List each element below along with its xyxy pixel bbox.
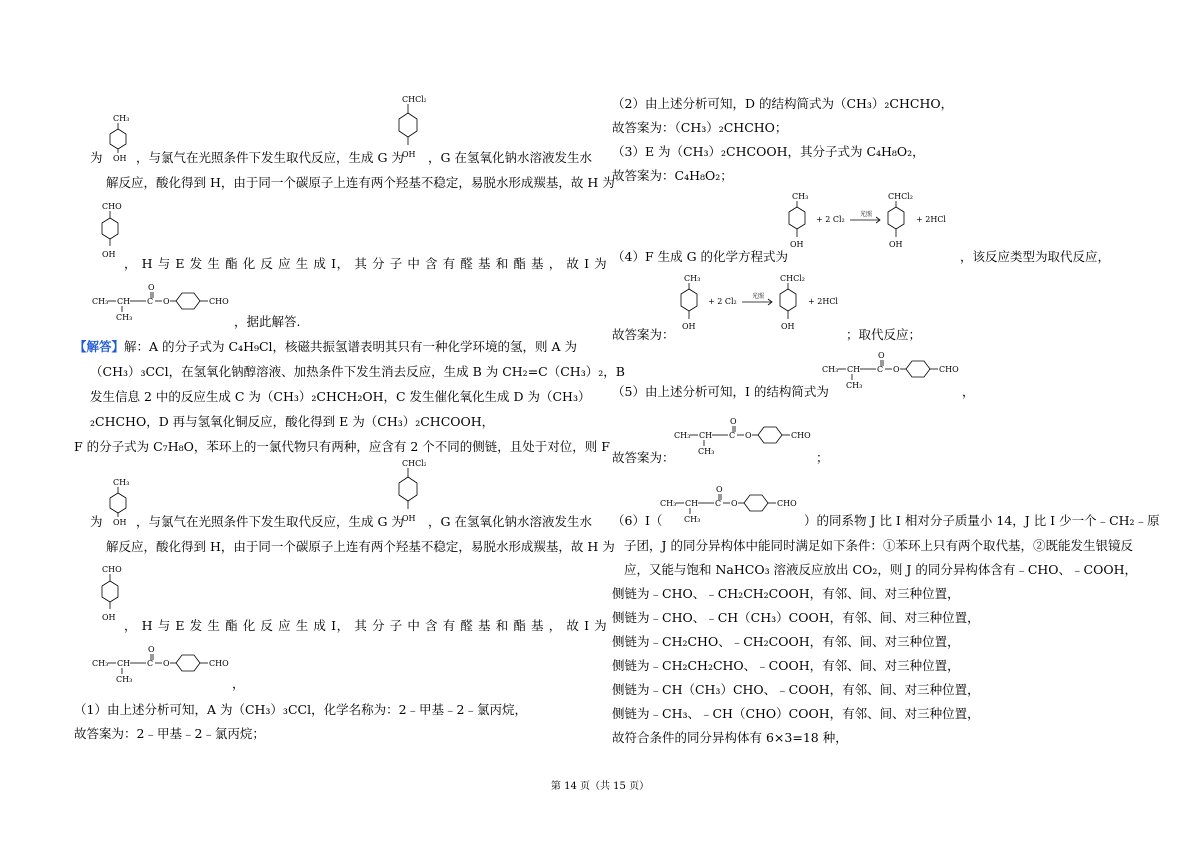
text-line: （4）F 生成 G 的化学方程式为 (612, 249, 789, 264)
svg-text:CHO: CHO (209, 297, 229, 306)
svg-text:CH: CH (117, 659, 131, 668)
text-line: （5）由上述分析可知，I 的结构简式为 (612, 384, 829, 399)
svg-text:O: O (148, 645, 155, 654)
structure-i (92, 280, 242, 326)
text-line: （3）E 为（CH₃）₂CHCOOH，其分子式为 C₄H₈O₂， (612, 144, 925, 159)
text-line: ， (232, 676, 245, 691)
text-line: （1）由上述分析可知，A 为（CH₃）₃CCl，化学名称为：2﹣甲基﹣2﹣氯丙烷， (74, 702, 527, 717)
structure-i (660, 482, 810, 528)
text-line: 侧链为﹣CH₂CH₂CHO、﹣COOH，有邻、间、对三种位置， (612, 658, 960, 673)
structure-p-cresol (104, 476, 134, 532)
svg-text:O: O (730, 417, 737, 426)
text-line: ，与氯气在光照条件下发生取代反应，生成 G 为 (136, 150, 404, 165)
text-line: 为 (90, 150, 103, 165)
text-line: （CH₃）₃CCl，在氢氧化钠醇溶液、加热条件下发生消去反应，生成 B 为 CH₂=C（CH₃）₂，B (90, 364, 625, 379)
text-line: 侧链为﹣CH₃、﹣CH（CHO）COOH，有邻、间、对三种位置， (612, 706, 980, 721)
svg-text:CHO: CHO (777, 499, 797, 508)
svg-text:CH₃: CH₃ (684, 515, 701, 524)
structure-i (822, 348, 972, 394)
svg-text:光照: 光照 (860, 211, 873, 218)
text-line: 为 (90, 514, 103, 529)
svg-text:CH₃: CH₃ (846, 381, 863, 390)
svg-text:CH₃: CH₃ (660, 499, 677, 508)
text-line: 故符合条件的同分异构体有 6×3=18 种， (612, 730, 848, 745)
structure-p-cresol (104, 112, 134, 168)
text-line: （2）由上述分析可知，D 的结构简式为（CH₃）₂CHCHO， (612, 96, 954, 111)
svg-text:CHO: CHO (102, 202, 122, 211)
svg-text:CH₃: CH₃ (684, 274, 701, 283)
svg-text:OH: OH (402, 514, 416, 523)
text-line: ，与氯气在光照条件下发生取代反应，生成 G 为 (136, 514, 404, 529)
text-line: ，G 在氢氧化钠水溶液发生水 (428, 514, 592, 529)
svg-text:CHO: CHO (209, 659, 229, 668)
svg-text:CH₃: CH₃ (116, 313, 133, 322)
svg-text:CH₃: CH₃ (92, 297, 109, 306)
svg-text:OH: OH (113, 518, 127, 527)
svg-text:C: C (147, 297, 154, 306)
svg-text:OH: OH (102, 613, 116, 622)
svg-text:+ 2 Cl₂: + 2 Cl₂ (708, 297, 737, 306)
text-line: 解反应，酸化得到 H，由于同一个碳原子上连有两个羟基不稳定，易脱水形成羰基，故 H 为 (106, 539, 615, 554)
svg-text:O: O (148, 283, 155, 292)
svg-text:CH₃: CH₃ (113, 478, 130, 487)
reaction-equation (776, 190, 956, 260)
text-line: ， H 与 E 发 生 酯 化 反 应 生 成 I， 其 分 子 中 含 有 醛 基 和 酯 基 ， 故 I 为 (124, 618, 608, 633)
text-line: ₂CHCHO，D 再与氢氧化铜反应，酸化得到 E 为（CH₃）₂CHCOOH， (90, 414, 495, 429)
text-line: 侧链为﹣CH（CH₃）CHO、﹣COOH，有邻、间、对三种位置， (612, 682, 980, 697)
svg-text:CHO: CHO (791, 431, 811, 440)
svg-text:CHO: CHO (939, 365, 959, 374)
text-line: 故答案为： (612, 450, 675, 465)
svg-text:OH: OH (113, 154, 127, 163)
svg-text:CH: CH (847, 365, 861, 374)
svg-text:O: O (163, 297, 170, 306)
svg-text:CHCl₂: CHCl₂ (780, 274, 805, 283)
text-line: ， H 与 E 发 生 酯 化 反 应 生 成 I， 其 分 子 中 含 有 醛 基 和 酯 基 ， 故 I 为 (124, 256, 608, 271)
text-line: ； (816, 450, 829, 465)
svg-text:CHCl₂: CHCl₂ (888, 192, 913, 201)
svg-text:OH: OH (102, 250, 116, 259)
structure-g (392, 93, 426, 167)
structure-i (92, 642, 242, 688)
answer-label: 【解答】 (74, 339, 125, 354)
text-line: 故答案为： (612, 327, 675, 342)
svg-text:C: C (715, 499, 722, 508)
svg-text:CHO: CHO (102, 565, 122, 574)
text-line: ，该反应类型为取代反应， (960, 249, 1111, 264)
svg-text:O: O (731, 499, 738, 508)
svg-text:OH: OH (402, 150, 416, 159)
text-line: 发生信息 2 中的反应生成 C 为（CH₃）₂CHCH₂OH，C 发生催化氧化生成 D 为（CH₃） (90, 389, 591, 404)
text-line: 故答案为：2﹣甲基﹣2﹣氯丙烷； (74, 726, 265, 741)
reaction-equation (668, 272, 848, 342)
text-line: 侧链为﹣CHO、﹣CH₂CH₂COOH，有邻、间、对三种位置， (612, 586, 960, 601)
svg-text:O: O (716, 485, 723, 494)
svg-text:CH₃: CH₃ (674, 431, 691, 440)
text-line: 侧链为﹣CH₂CHO、﹣CH₂COOH，有邻、间、对三种位置， (612, 634, 960, 649)
svg-text:O: O (878, 351, 885, 360)
text-line: 解反应，酸化得到 H，由于同一个碳原子上连有两个羟基不稳定，易脱水形成羰基，故 H 为 (106, 175, 615, 190)
svg-text:CH: CH (117, 297, 131, 306)
svg-text:CHCl₂: CHCl₂ (402, 95, 426, 104)
text-line: 故答案为：（CH₃）₂CHCHO； (612, 120, 788, 135)
svg-text:CH: CH (685, 499, 699, 508)
svg-text:+ 2HCl: + 2HCl (808, 297, 838, 306)
svg-text:C: C (877, 365, 884, 374)
text-line: ，据此解答. (234, 314, 301, 329)
svg-text:C: C (729, 431, 736, 440)
text-line: 侧链为﹣CHO、﹣CH（CH₃）COOH，有邻、间、对三种位置， (612, 610, 980, 625)
answer-tag (74, 339, 577, 355)
svg-text:OH: OH (781, 322, 795, 331)
label-ch3: CH₃ (113, 114, 130, 123)
svg-text:+ 2HCl: + 2HCl (916, 215, 946, 224)
svg-text:OH: OH (682, 322, 696, 331)
structure-g (392, 457, 426, 531)
svg-text:OH: OH (790, 240, 804, 249)
svg-text:CH₃: CH₃ (92, 659, 109, 668)
svg-text:O: O (893, 365, 900, 374)
svg-text:CH₃: CH₃ (822, 365, 839, 374)
text-line: ）的同系物 J 比 I 相对分子质量小 14，J 比 I 少一个﹣CH₂﹣原 (804, 513, 1160, 528)
structure-i (674, 414, 824, 460)
text-line: ， (962, 384, 975, 399)
svg-text:C: C (147, 659, 154, 668)
text-line: 应，又能与饱和 NaHCO₃ 溶液反应放出 CO₂，则 J 的同分异构体含有﹣CHO、﹣COOH， (624, 562, 1137, 577)
text-line: 子团，J 的同分异构体中能同时满足如下条件：①苯环上只有两个取代基，②既能发生银镜反 (624, 538, 1133, 553)
svg-text:+ 2 Cl₂: + 2 Cl₂ (816, 215, 845, 224)
text-line: ，G 在氢氧化钠水溶液发生水 (428, 150, 592, 165)
text-line: 故答案为：C₄H₈O₂； (612, 168, 733, 183)
svg-text:O: O (745, 431, 752, 440)
text-line: （6）I（ (612, 513, 663, 528)
page-footer: 第 14 页（共 15 页） (550, 781, 650, 792)
svg-text:CH: CH (699, 431, 713, 440)
svg-text:光照: 光照 (752, 293, 765, 300)
text-line: ；取代反应； (846, 327, 922, 342)
answer-text: 解：A 的分子式为 C₄H₉Cl，核磁共振氢谱表明其只有一种化学环境的氢，则 A 为 (124, 339, 578, 354)
svg-text:OH: OH (889, 240, 903, 249)
svg-text:CHCl₂: CHCl₂ (402, 459, 426, 468)
svg-text:CH₃: CH₃ (116, 675, 133, 684)
svg-text:CH₃: CH₃ (792, 192, 809, 201)
svg-text:O: O (163, 659, 170, 668)
text-line: F 的分子式为 C₇H₈O，苯环上的一氯代物只有两种，应含有 2 个不同的侧链，且处于对位，则 F (74, 439, 610, 454)
svg-text:CH₃: CH₃ (698, 447, 715, 456)
